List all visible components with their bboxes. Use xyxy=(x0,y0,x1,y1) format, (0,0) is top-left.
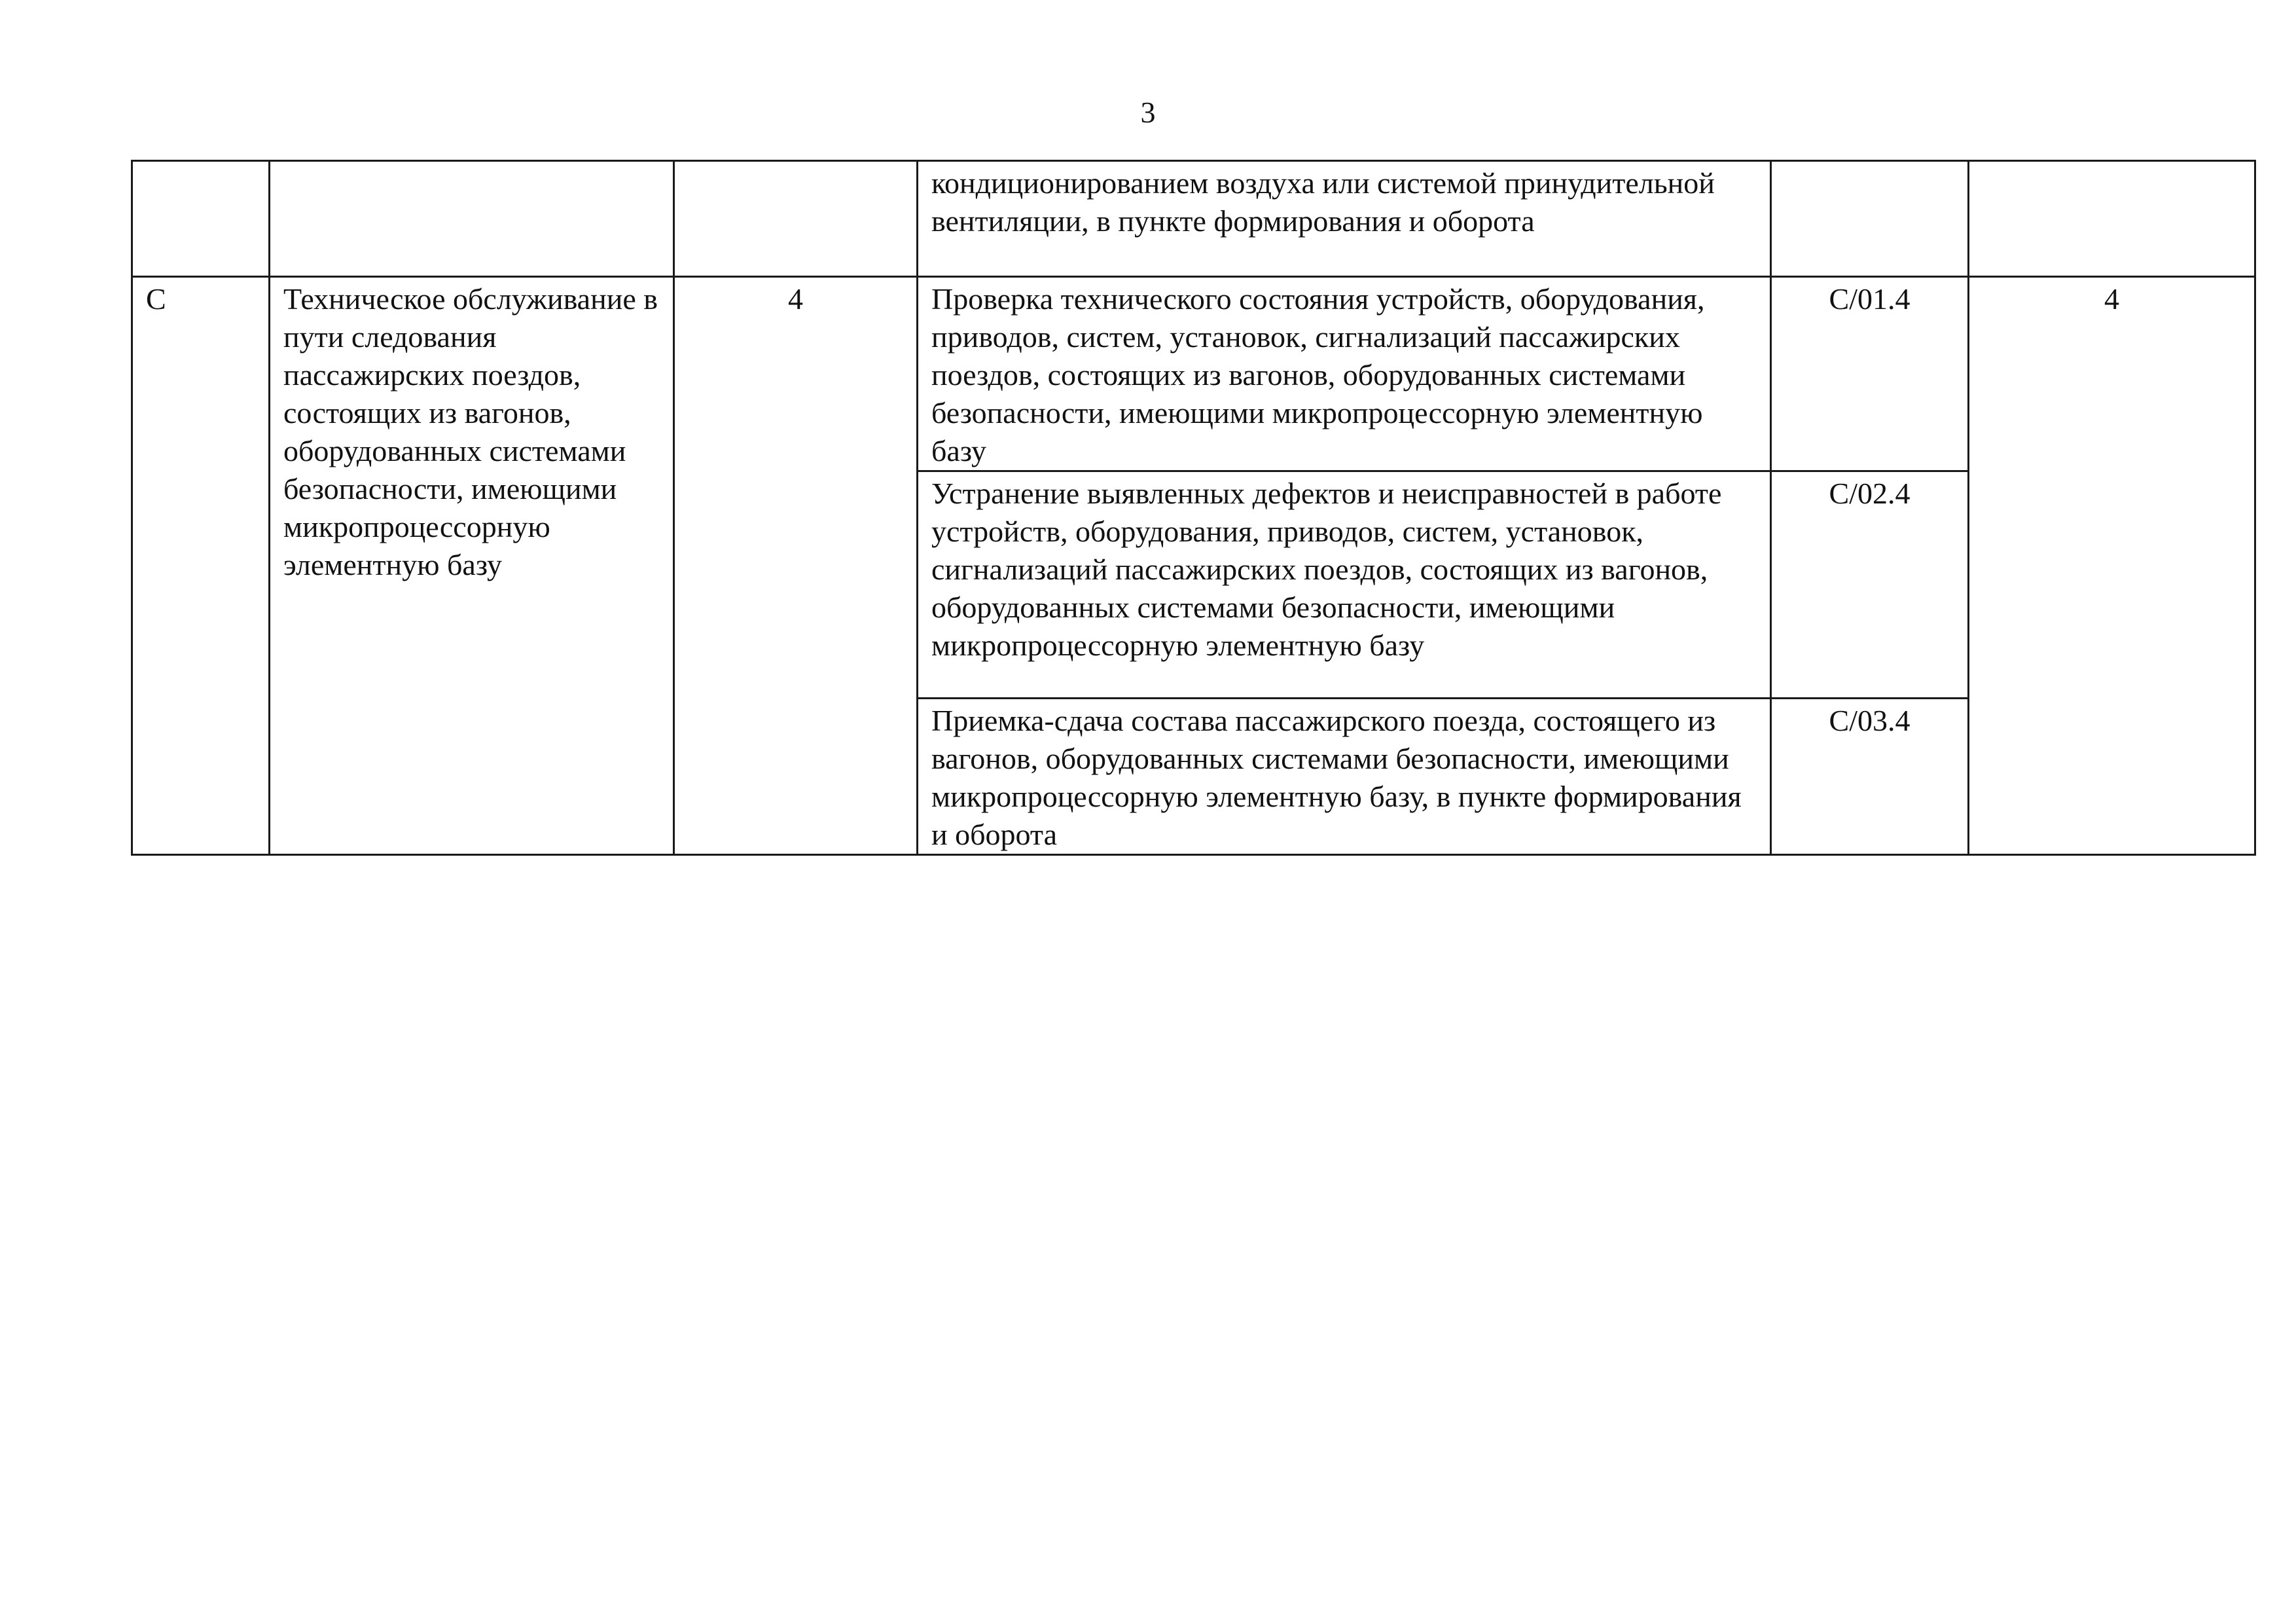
function-code-cell: С/01.4 xyxy=(1771,277,1969,471)
table-cell-empty xyxy=(1771,161,1969,277)
function-code-cell: С/02.4 xyxy=(1771,471,1969,699)
qualification-level-cell: 4 xyxy=(674,277,918,855)
page-number: 3 xyxy=(1140,96,1156,129)
table-row xyxy=(132,277,2255,471)
function-name-cell: Приемка-сдача состава пассажирского поезда, состоящего из вагонов, оборудованных системами безопасности, имеющими микропроцессорную элементную базу, в пункте формирования и оборота xyxy=(918,699,1771,855)
group-code-cell: С xyxy=(132,277,270,855)
function-name-cell: Устранение выявленных дефектов и неисправностей в работе устройств, оборудования, приводов, систем, установок, сигнализаций пассажирских поездов, состоящих из вагонов, оборудованных системами безопасности, имеющими микропроцессорную элементную базу xyxy=(918,471,1771,699)
table-cell-empty xyxy=(674,161,918,277)
group-name-cell: Техническое обслуживание в пути следования пассажирских поездов, состоящих из вагонов, оборудованных системами безопасности, имеющими микропроцессорную элементную базу xyxy=(270,277,674,855)
table-cell-empty xyxy=(132,161,270,277)
function-name-cell: Проверка технического состояния устройств, оборудования, приводов, систем, установок, сигнализаций пассажирских поездов, состоящих из вагонов, оборудованных системами безопасности, имеющими микропроцессорную элементную базу xyxy=(918,277,1771,471)
function-name-cell: кондиционированием воздуха или системой принудительной вентиляции, в пункте формирования и оборота xyxy=(918,161,1771,277)
function-code-cell: С/03.4 xyxy=(1771,699,1969,855)
sub-level-cell: 4 xyxy=(1969,277,2255,855)
table-cell-empty xyxy=(270,161,674,277)
table-row xyxy=(132,161,2255,277)
table-cell-empty xyxy=(1969,161,2255,277)
functions-table xyxy=(131,160,2256,856)
